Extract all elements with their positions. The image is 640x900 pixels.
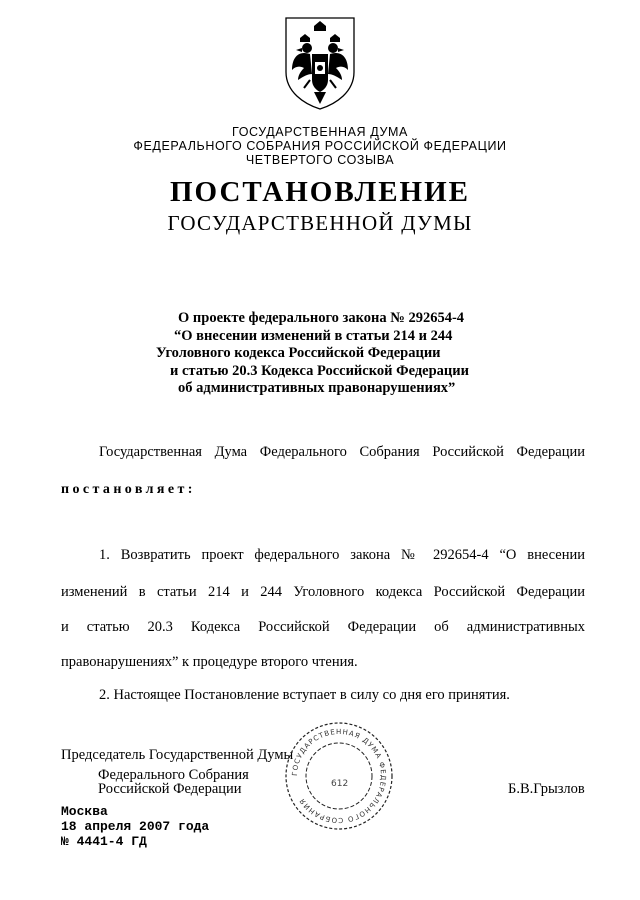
svg-text:612: 612 (331, 779, 349, 789)
header-line-1: ГОСУДАРСТВЕННАЯ ДУМА (232, 125, 408, 139)
footer-date: 18 апреля 2007 года (61, 819, 210, 834)
item-2: 2. Настоящее Постановление вступает в силу со дня его принятия. (99, 687, 510, 703)
document-title: ПОСТАНОВЛЕНИЕ (169, 176, 470, 208)
footer-number: № 4441-4 ГД (61, 834, 147, 849)
signature-line-1: Председатель Государственной Думы (61, 747, 294, 763)
subject-line: О проекте федерального закона № 292654-4 (178, 310, 465, 326)
resolves-word: постановляет: (61, 482, 196, 497)
seal-stamp-icon (283, 720, 395, 832)
signature-line-3: Российской Федерации (98, 781, 242, 797)
subject-line: об административных правонарушениях” (178, 380, 456, 396)
svg-text:ГОСУДАРСТВЕННАЯ ДУМА ФЕДЕРАЛЬН (291, 728, 387, 824)
item-1-line-1: 1. Возвратить проект федерального закона № 292654-4 “О внесении (99, 547, 585, 563)
header-line-3: ЧЕТВЕРТОГО СОЗЫВА (245, 153, 395, 167)
footer-city: Москва (61, 804, 108, 819)
document-subtitle: ГОСУДАРСТВЕННОЙ ДУМЫ (167, 211, 473, 235)
subject-line: Уголовного кодекса Российской Федерации (156, 345, 441, 361)
header-line-2: ФЕДЕРАЛЬНОГО СОБРАНИЯ РОССИЙСКОЙ ФЕДЕРАЦИИ (133, 139, 507, 153)
subject-block (150, 310, 490, 398)
item-1-line-4: правонарушениях” к процедуре второго чтения. (61, 654, 358, 670)
subject-line: и статью 20.3 Кодекса Российской Федерации (170, 362, 469, 379)
item-1-line-2: изменений в статьи 214 и 244 Уголовного кодекса Российской Федерации (61, 584, 585, 600)
item-1-line-3: и статью 20.3 Кодекса Российской Федерации об административных (61, 619, 585, 635)
subject-line: “О внесении изменений в статьи 214 и 244 (174, 327, 453, 344)
signature-line-2: Федерального Собрания (98, 767, 249, 783)
emblem-icon (276, 14, 364, 112)
preamble: Государственная Дума Федерального Собрания Российской Федерации (99, 444, 585, 460)
seal-stamp-text: ГОСУДАРСТВЕННАЯ ДУМА ФЕДЕРАЛЬНОГО СОБРАНИЯ (290, 727, 388, 825)
signatory-name: Б.В.Грызлов (508, 781, 585, 797)
